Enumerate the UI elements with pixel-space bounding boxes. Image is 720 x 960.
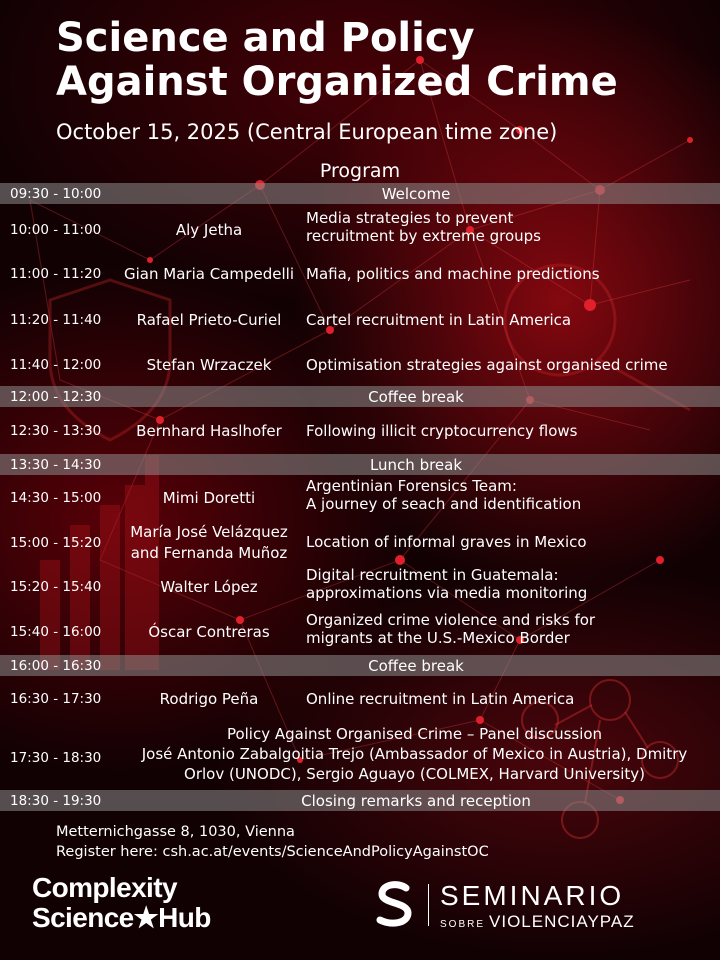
talk-line: A journey of seach and identification [306, 495, 582, 513]
logo-line: Science★Hub [32, 902, 211, 933]
talk-line: approximations via media monitoring [306, 584, 588, 602]
title-line-1: Science and Policy [56, 15, 475, 61]
row-talk [306, 690, 716, 708]
poster-title [56, 16, 696, 104]
schedule-row-coffee-break [0, 655, 720, 676]
row-speaker: Bernhard Haslhofer [136, 422, 282, 440]
schedule-row [0, 565, 720, 609]
logo-word: SEMINARIO [440, 880, 625, 911]
panel-line: Orlov (UNODC), Sergio Aguayo (COLMEX, Harvard University) [184, 765, 645, 783]
row-time: 12:30 - 13:30 [10, 423, 102, 439]
logo-line: Complexity [32, 872, 177, 903]
complexity-science-hub-logo [32, 873, 211, 933]
row-talk [306, 422, 716, 440]
row-time: 11:40 - 12:00 [10, 357, 102, 373]
schedule-row [0, 477, 720, 521]
row-label: Coffee break [368, 657, 464, 675]
schedule-row [0, 264, 720, 288]
schedule-row [0, 521, 720, 565]
row-talk [306, 611, 716, 647]
row-time: 15:20 - 15:40 [10, 579, 102, 595]
row-speaker: Mimi Doretti [162, 489, 256, 507]
schedule-row [0, 355, 720, 379]
venue-address: Metternichgasse 8, 1030, Vienna [56, 824, 295, 840]
talk-line: Cartel recruitment in Latin America [306, 311, 572, 329]
row-time: 16:30 - 17:30 [10, 691, 102, 707]
logo-rest: VIOLENCIAYPAZ [489, 912, 635, 931]
talk-line: Mafia, politics and machine predictions [306, 265, 600, 283]
row-talk [306, 265, 716, 283]
speaker-line: María José Velázquez [130, 523, 288, 541]
row-talk [306, 566, 716, 602]
stylized-s-icon [370, 880, 420, 928]
talk-line: Argentinian Forensics Team: [306, 477, 517, 495]
program-heading: Program [319, 160, 401, 182]
logo-subtitle [440, 912, 635, 932]
row-time: 10:00 - 11:00 [10, 222, 102, 238]
title-line-2: Against Organized Crime [56, 59, 618, 105]
row-talk [306, 477, 716, 513]
event-date: October 15, 2025 (Central European time zone) [56, 120, 558, 144]
talk-line: migrants at the U.S.-Mexico Border [306, 629, 570, 647]
row-time: 18:30 - 19:30 [10, 793, 102, 809]
row-time: 11:20 - 11:40 [10, 312, 102, 328]
row-label: Closing remarks and reception [301, 792, 531, 810]
schedule-row [0, 610, 720, 654]
logo-divider [428, 884, 429, 926]
talk-line: Media strategies to prevent [306, 209, 514, 227]
row-time: 09:30 - 10:00 [10, 186, 102, 202]
schedule-row-coffee-break [0, 386, 720, 407]
talk-line: Online recruitment in Latin America [306, 690, 575, 708]
row-time: 13:30 - 14:30 [10, 457, 102, 473]
row-time: 17:30 - 18:30 [10, 750, 102, 766]
talk-line: Optimisation strategies against organised crime [306, 356, 668, 374]
row-time: 15:00 - 15:20 [10, 535, 102, 551]
schedule-row [0, 421, 720, 445]
row-speaker [114, 522, 304, 564]
schedule-row-panel [0, 723, 720, 787]
row-speaker: Rafael Prieto-Curiel [136, 311, 282, 329]
schedule-row-welcome [0, 183, 720, 204]
talk-line: Digital recruitment in Guatemala: [306, 566, 559, 584]
row-label: Lunch break [369, 456, 463, 474]
schedule-row-closing [0, 790, 720, 811]
panel-description [112, 724, 717, 784]
row-speaker: Walter López [160, 578, 258, 596]
panel-line: Policy Against Organised Crime – Panel discussion [226, 725, 603, 743]
row-speaker: Aly Jetha [175, 221, 243, 239]
row-talk [306, 209, 716, 245]
talk-line: Following illicit cryptocurrency flows [306, 422, 578, 440]
logo-sobre: SOBRE [440, 919, 486, 930]
row-speaker: Rodrigo Peña [159, 690, 259, 708]
venue-info [56, 822, 489, 862]
row-speaker: Stefan Wrzaczek [146, 356, 272, 374]
schedule-row-lunch-break [0, 454, 720, 475]
panel-line: José Antonio Zabalgoitia Trejo (Ambassador of Mexico in Austria), Dmitry [141, 745, 688, 763]
row-time: 12:00 - 12:30 [10, 389, 102, 405]
row-speaker: Gian Maria Campedelli [124, 265, 294, 283]
schedule-row [0, 689, 720, 713]
talk-line: recruitment by extreme groups [306, 227, 541, 245]
row-speaker: Óscar Contreras [148, 623, 270, 641]
row-label: Coffee break [368, 388, 464, 406]
row-time: 16:00 - 16:30 [10, 658, 102, 674]
talk-line: Location of informal graves in Mexico [306, 533, 587, 551]
speaker-line: and Fernanda Muñoz [130, 544, 288, 562]
talk-line: Organized crime violence and risks for [306, 611, 596, 629]
schedule-row [0, 310, 720, 334]
row-talk [306, 533, 716, 551]
register-link[interactable]: Register here: csh.ac.at/events/ScienceAndPolicyAgainstOC [56, 844, 489, 860]
schedule-row [0, 209, 720, 253]
row-talk [306, 356, 716, 374]
row-talk [306, 311, 716, 329]
row-label: Welcome [381, 185, 451, 203]
row-time: 14:30 - 15:00 [10, 490, 102, 506]
row-time: 15:40 - 16:00 [10, 624, 102, 640]
row-time: 11:00 - 11:20 [10, 266, 102, 282]
